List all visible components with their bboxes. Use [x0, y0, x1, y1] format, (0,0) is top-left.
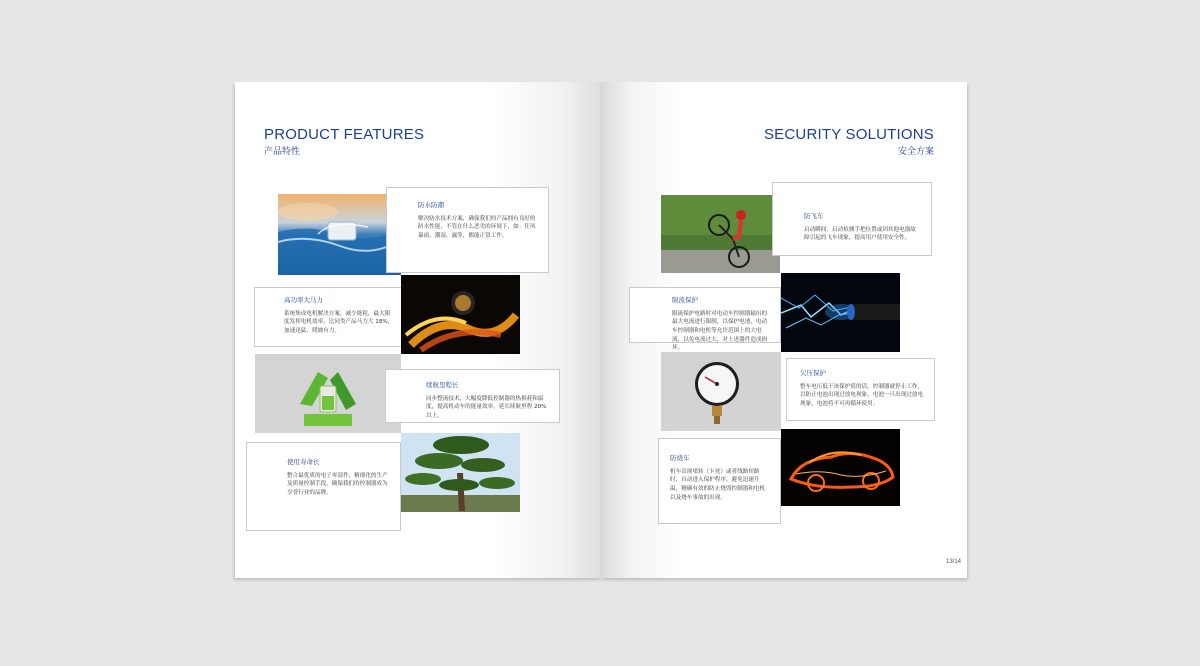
pressure-gauge-image — [661, 352, 781, 431]
burning-car-image — [781, 429, 900, 506]
solution-box-current-limit — [629, 287, 781, 352]
bike-wheelie-image — [661, 195, 780, 273]
electric-cable-image — [781, 273, 900, 352]
feature-heading: 续航里程长 — [426, 381, 459, 389]
solution-heading: 防飞车 — [804, 212, 824, 220]
solution-text: 限流保护电路时对电动车控制器输出的最大电流进行限制，以保护电池、电动车控制器和电机等允许范围上的大电流，以免电流过大，对上述器件造成损坏。 — [672, 310, 768, 352]
solution-box-anti-runaway — [772, 182, 932, 256]
feature-box-long-range — [385, 369, 560, 423]
page-number: 13/14 — [945, 559, 961, 565]
product-features-title: PRODUCT FEATURES — [264, 126, 425, 143]
solution-box-anti-burn — [658, 438, 781, 524]
solution-text: 机车出现堵转（卡死）或者线路短路时，自动进入保护程序，避免迅速升温，精确有效的防止烧毁控制器和电机以及烧车事故的出现。 — [670, 468, 766, 501]
motorcycle-fire-image — [401, 275, 520, 354]
feature-text: 整合最优质的电子零部件，精细化的生产及质量控制手段，确保我们的控制器成为享誉行业的品牌。 — [287, 472, 388, 497]
solution-text: 整车电压低于该保护值的话，控制器就停止工作，以防止电池出现过放电现象。电池一旦出现过放电现象，电池将不可再循环使用。 — [800, 383, 924, 408]
solution-heading: 防烧车 — [670, 454, 690, 462]
feature-box-high-power — [254, 287, 405, 347]
feature-box-long-life — [246, 442, 401, 531]
solution-heading: 限流保护 — [672, 296, 698, 304]
product-features-subtitle: 产品特性 — [264, 147, 301, 157]
feature-text: 解决防水技术方案，确保我们的产品拥有良好的防水性能，不管在什么恶劣的环境下，如：狂风暴雨、潮湿、露等，都能正常工作。 — [418, 215, 536, 240]
feature-text: 同步整流技术，大幅度降低控制器的热损耗和温度，提高机动车的能量效率，延长续航里程 20% 以上。 — [426, 395, 547, 420]
solution-box-undervoltage — [786, 358, 935, 421]
feature-box-waterproof — [386, 187, 549, 273]
waterproof-image — [278, 194, 401, 275]
feature-heading: 防水防潮 — [418, 201, 444, 209]
security-solutions-subtitle: 安全方案 — [897, 147, 934, 157]
right-page — [601, 82, 967, 578]
feature-heading: 高功率大马力 — [284, 296, 323, 304]
security-solutions-title: SECURITY SOLUTIONS — [763, 126, 934, 143]
solution-heading: 欠压保护 — [800, 369, 826, 377]
feature-heading: 使用寿命长 — [287, 458, 320, 466]
recycle-battery-image — [255, 354, 401, 433]
feature-text: 系统集成电机解决方案，减少能耗，最大限度发挥电机效率，比同类产品马力大 18%，加速迅猛，爬坡有力。 — [284, 310, 394, 335]
left-page — [235, 82, 601, 578]
bonsai-tree-image — [401, 433, 520, 512]
solution-text: 启动瞬间，启动检测手把位置或因其他电器故障引起的飞车现象，提高用户使用安全性。 — [804, 226, 916, 242]
